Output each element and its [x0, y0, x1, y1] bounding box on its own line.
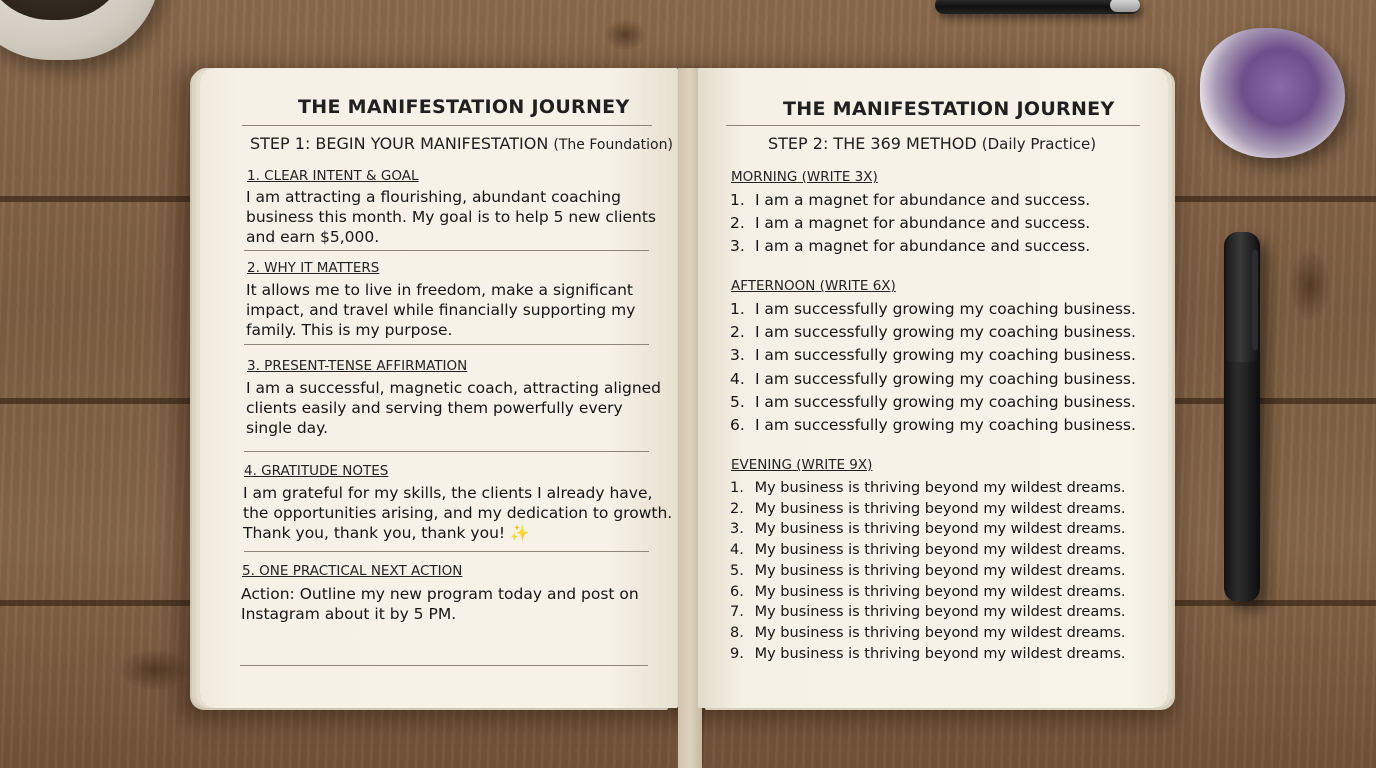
list-item: 4. My business is thriving beyond my wildest dreams. [730, 542, 1126, 559]
list-item: 5. My business is thriving beyond my wildest dreams. [730, 562, 1126, 579]
section-text-affirmation: I am a successful, magnetic coach, attracting aligned clients easily and serving them powerfully every single day. [246, 379, 662, 437]
section-text-action: Action: Outline my new program today and post on Instagram about it by 5 PM. [241, 585, 639, 623]
list-item: 6. My business is thriving beyond my wildest dreams. [730, 583, 1126, 600]
list-item: 3. I am successfully growing my coaching business. [730, 346, 1136, 365]
list-item-text: I am a magnet for abundance and success. [754, 191, 1091, 209]
page-title: THE MANIFESTATION JOURNEY [298, 96, 630, 118]
section-divider [240, 665, 648, 666]
section-text-intent: I am attracting a flourishing, abundant coaching business this month. My goal is to help 5 new clients and earn $5,000. [246, 188, 657, 246]
section-divider [244, 551, 649, 552]
evening-note: (WRITE 9X) [796, 457, 873, 473]
pen-clip [1110, 0, 1140, 12]
morning-label: MORNING [731, 169, 798, 185]
section-heading-intent: 1. CLEAR INTENT & GOAL [247, 168, 419, 184]
step-title-sub: (Daily Practice) [981, 135, 1097, 153]
section-divider [244, 250, 649, 251]
list-item-text: I am successfully growing my coaching business. [754, 392, 1136, 411]
list-item: 8. My business is thriving beyond my wildest dreams. [730, 624, 1126, 641]
page-title: THE MANIFESTATION JOURNEY [783, 98, 1115, 120]
list-item: 3. My business is thriving beyond my wildest dreams. [730, 521, 1126, 538]
list-item-text: My business is thriving beyond my wildest dreams. [754, 583, 1126, 600]
afternoon-list [730, 298, 1136, 437]
list-item-text: My business is thriving beyond my wildest dreams. [754, 480, 1126, 496]
list-item: 2. I am a magnet for abundance and success. [730, 214, 1091, 233]
section-text-why: It allows me to live in freedom, make a significant impact, and travel while financially supporting my family. This is my purpose. [246, 281, 636, 339]
list-item-text: My business is thriving beyond my wildest dreams. [754, 624, 1126, 641]
evening-label: EVENING [731, 457, 792, 473]
list-item: 7. My business is thriving beyond my wildest dreams. [730, 604, 1126, 621]
black-pen-top [935, 0, 1140, 14]
list-item: 9. My business is thriving beyond my wildest dreams. [730, 645, 1126, 662]
wood-knot [605, 20, 645, 50]
afternoon-heading [731, 278, 896, 294]
list-item-text: I am successfully growing my coaching business. [754, 323, 1136, 342]
morning-list [730, 189, 1090, 259]
evening-list [730, 478, 1126, 664]
section-heading-why: 2. WHY IT MATTERS [247, 260, 380, 276]
step-title [768, 134, 1096, 153]
evening-heading [731, 457, 872, 473]
title-rule [242, 125, 652, 126]
wood-knot [1290, 250, 1330, 320]
list-item: 1. I am successfully growing my coaching business. [730, 300, 1136, 318]
list-item: 1. My business is thriving beyond my wildest dreams. [730, 480, 1126, 496]
morning-heading [731, 169, 878, 185]
amethyst-crystal [1200, 28, 1345, 158]
list-item-text: My business is thriving beyond my wildest dreams. [754, 645, 1126, 662]
pen-clip [1252, 250, 1258, 350]
list-item: 2. I am successfully growing my coaching business. [730, 323, 1136, 342]
right-page [698, 68, 1168, 708]
list-item-text: My business is thriving beyond my wildest dreams. [754, 542, 1126, 559]
section-heading-affirmation: 3. PRESENT-TENSE AFFIRMATION [247, 358, 468, 374]
step-title-main: STEP 2: THE 369 METHOD [768, 134, 977, 153]
afternoon-label: AFTERNOON [731, 278, 816, 294]
section-divider [244, 451, 649, 452]
list-item-text: I am successfully growing my coaching business. [754, 346, 1136, 365]
section-heading-action: 5. ONE PRACTICAL NEXT ACTION [242, 563, 463, 579]
list-item-text: I am successfully growing my coaching business. [754, 300, 1136, 318]
list-item-text: My business is thriving beyond my wildest dreams. [754, 500, 1126, 517]
list-item: 6. I am successfully growing my coaching business. [730, 416, 1136, 435]
list-item-text: My business is thriving beyond my wildest dreams. [754, 604, 1126, 621]
list-item-text: I am successfully growing my coaching business. [754, 416, 1136, 435]
section-divider [244, 344, 649, 345]
list-item: 5. I am successfully growing my coaching business. [730, 392, 1136, 411]
list-item: 1. I am a magnet for abundance and success. [730, 191, 1091, 209]
step-title [250, 134, 673, 153]
afternoon-note: (WRITE 6X) [819, 278, 896, 294]
left-page [200, 68, 678, 708]
morning-note: (WRITE 3X) [801, 169, 878, 185]
title-rule [726, 125, 1140, 126]
step-title-main: STEP 1: BEGIN YOUR MANIFESTATION [250, 134, 549, 153]
section-heading-gratitude: 4. GRATITUDE NOTES [244, 463, 389, 479]
section-text-gratitude: I am grateful for my skills, the clients I already have, the opportunities arising, and my dedication to growth. Thank you, thank you, thank you! ✨ [243, 484, 673, 542]
list-item-text: My business is thriving beyond my wildest dreams. [754, 521, 1126, 538]
list-item: 2. My business is thriving beyond my wildest dreams. [730, 500, 1126, 517]
list-item-text: I am a magnet for abundance and success. [754, 237, 1091, 256]
list-item: 3. I am a magnet for abundance and success. [730, 237, 1091, 256]
step-title-sub: (The Foundation) [553, 137, 673, 153]
list-item-text: I am successfully growing my coaching business. [754, 369, 1136, 388]
list-item-text: My business is thriving beyond my wildest dreams. [754, 562, 1126, 579]
list-item: 4. I am successfully growing my coaching business. [730, 369, 1136, 388]
list-item-text: I am a magnet for abundance and success. [754, 214, 1091, 233]
